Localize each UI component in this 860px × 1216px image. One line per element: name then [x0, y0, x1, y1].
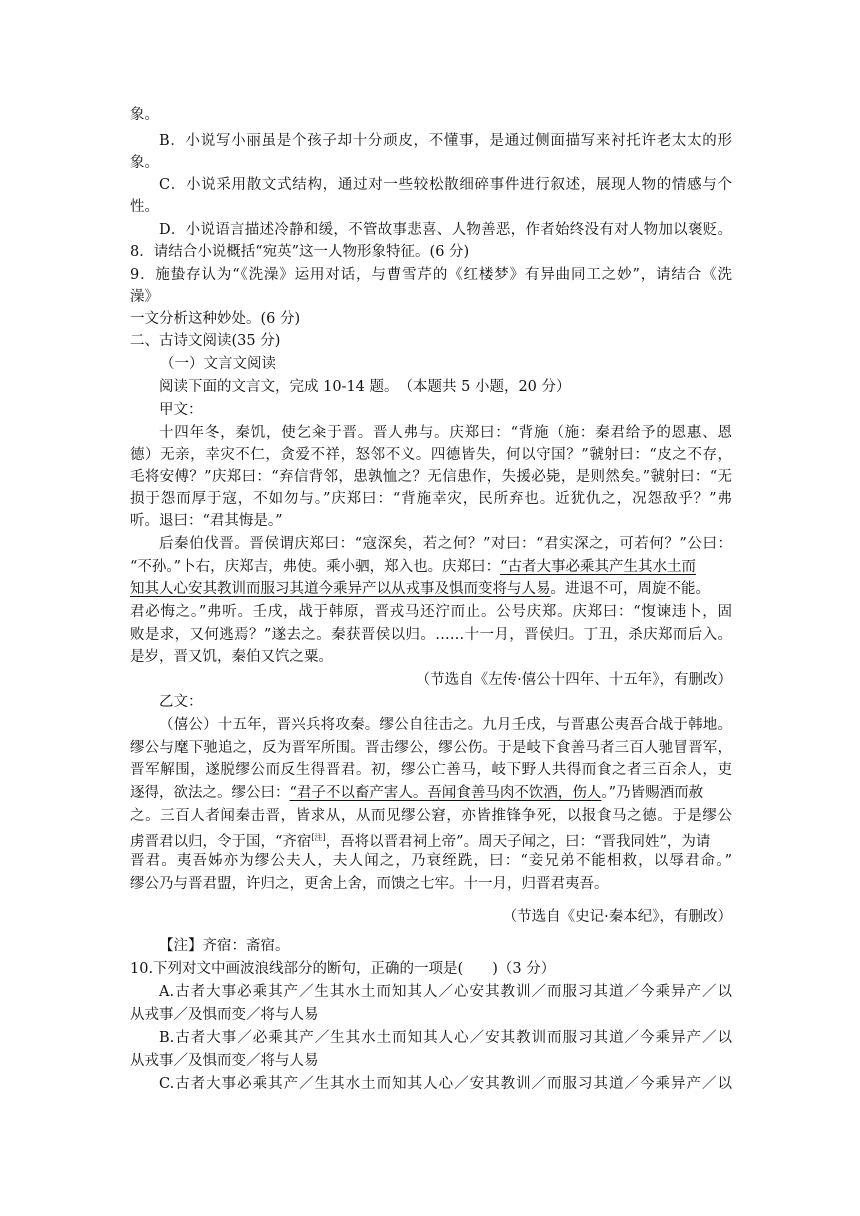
passage-line: 虏晋君以归，令于国，“齐宿[注]，吾将以晋君祠上帝”。周天子闻之，曰：“晋我同姓”，为请 [130, 833, 711, 850]
question-10: 10.下列对文中画波浪线部分的断句，正确的一项是( )（3 分） [130, 961, 556, 977]
passage-line: 缪公与麾下驰追之，反为晋军所围。晋击缪公，缪公伤。于是岐下食善马者三百人驰冒晋军， [130, 740, 732, 756]
source-citation: （节选自《史记·秦本纪》，有删改） [502, 909, 732, 925]
passage-line: 十四年冬，秦饥，使乞籴于晋。晋人弗与。庆郑曰：“背施（施：秦君给予的恩惠、恩 [159, 425, 732, 441]
section-heading: 二、古诗文阅读(35 分) [130, 333, 281, 349]
source-citation: （节选自《左传·僖公十四年、十五年》，有删改） [415, 672, 732, 688]
text-line: 象。 [130, 107, 159, 123]
text-a-label: 甲文： [159, 402, 203, 418]
passage-line: 后秦伯伐晋。晋侯谓庆郑曰：“寇深矣，若之何？”对曰：“君实深之，可若何？”公曰： [159, 536, 732, 552]
passage-line: 毛将安傅？”庆郑曰：“弃信背邻，患孰恤之？无信患作，失援必毙，是则然矣。”虢射曰：“无 [130, 469, 732, 485]
footnote: 【注】齐宿：斋宿。 [159, 938, 290, 954]
wavy-underlined-text: “古者大事必乘其产生其水土而 [500, 559, 696, 575]
option-c-line: C．小说采用散文式结构，通过对一些较松散细碎事件进行叙述，展现人物的情感与个 [159, 177, 732, 193]
passage-line: 知其人心安其教训而服习其道今乘异产以从戎事及惧而变将与人易。进退不可，周旋不能。 [130, 581, 710, 597]
text-line: 象。 [130, 155, 159, 171]
subsection-heading: （一）文言文阅读 [160, 356, 276, 372]
passage-line: 败是求，又何逃焉？”遂去之。秦获晋侯以归。……十一月，晋侯归。丁丑，杀庆郑而后入。 [130, 627, 732, 643]
text-line: 一文分析这种妙处。(6 分) [130, 311, 301, 327]
question-9: 9．施蛰存认为“《洗澡》运用对话，与曹雪芹的《红楼梦》有异曲同工之妙”，请结合《洗 [130, 267, 732, 283]
option-b-line: 从戎事／及惧而变／将与人易 [130, 1053, 319, 1069]
passage-line: 缪公乃与晋君盟，许归之，更舍上舍，而馈之七牢。十一月，归晋君夷吾。 [130, 876, 609, 892]
reading-instruction: 阅读下面的文言文，完成 10-14 题。 （本题共 5 小题，20 分） [159, 379, 571, 395]
passage-line: 德）无亲，幸灾不仁，贪爱不祥，怒邻不义。四德皆失，何以守国？”虢射曰：“皮之不存， [130, 447, 732, 463]
option-d-line: D．小说语言描述冷静和缓，不管故事悲喜、人物善恶，作者始终没有对人物加以褒贬。 [159, 222, 732, 238]
passage-line: 之。三百人者闻秦击晋，皆求从，从而见缪公窘，亦皆推锋争死，以报食马之德。于是缪公 [130, 808, 732, 824]
option-a-line: A.古者大事必乘其产／生其水土而知其人／心安其教训／而服习其道／今乘异产／以 [159, 984, 732, 1000]
passage-line: 是岁，晋又饥，秦伯又饩之粟。 [130, 649, 333, 665]
passage-line: 听。退曰：“君其悔是。” [130, 513, 283, 529]
passage-line: 晋君。夷吾姊亦为缪公夫人，夫人闻之，乃衰绖跣，曰：“妾兄弟不能相救，以辱君命。” [130, 853, 732, 869]
option-b-line: B.古者大事／必乘其产／生其水土而知其人心／安其教训而服习其道／今乘异产／以 [159, 1030, 732, 1046]
passage-line: 君必悔之。”弗听。壬戌，战于韩原，晋戎马还泞而止。公号庆郑。庆郑曰：“愎谏违卜，固 [130, 604, 732, 620]
text-line: 澡》 [130, 289, 159, 305]
option-c-line: C.古者大事必乘其产／生其水土而知其人心／安其教训／而服习其道／今乘异产／以 [159, 1076, 732, 1092]
passage-line: 损于怨而厚于寇，不如勿与。”庆郑曰：“背施幸灾，民所弃也。近犹仇之，况怨敌乎？”弗 [130, 491, 732, 507]
text-line: 性。 [130, 199, 159, 215]
underlined-sentence: “君子不以畜产害人。吾闻食善马肉不饮酒，伤人 [289, 785, 602, 801]
question-8: 8．请结合小说概括“宛英”这一人物形象特征。(6 分) [130, 244, 470, 260]
passage-line: “不孙。”卜右，庆郑吉，弗使。乘小驷，郑入也。庆郑曰：“古者大事必乘其产生其水土而 [130, 559, 696, 575]
option-a-line: 从戎事／及惧而变／将与人易 [130, 1007, 319, 1023]
wavy-underlined-text: 知其人心安其教训而服习其道今乘异产以从戎事及惧而变将与人易 [130, 581, 551, 597]
passage-line: 逐得，欲法之。缪公曰：“君子不以畜产害人。吾闻食善马肉不饮酒，伤人。”乃皆赐酒而赦 [130, 785, 704, 801]
option-b-line: B．小说写小丽虽是个孩子却十分顽皮，不懂事，是通过侧面描写来衬托许老太太的形 [159, 133, 732, 149]
passage-line: （僖公）十五年，晋兴兵将攻秦。缪公自往击之。九月壬戌，与晋惠公夷吾合战于韩地。 [159, 717, 732, 733]
text-b-label: 乙文： [159, 694, 203, 710]
passage-line: 晋军解围，遂脱缪公而反生得晋君。初，缪公亡善马，岐下野人共得而食之者三百余人，吏 [130, 762, 732, 778]
footnote-marker: [注] [311, 833, 326, 842]
